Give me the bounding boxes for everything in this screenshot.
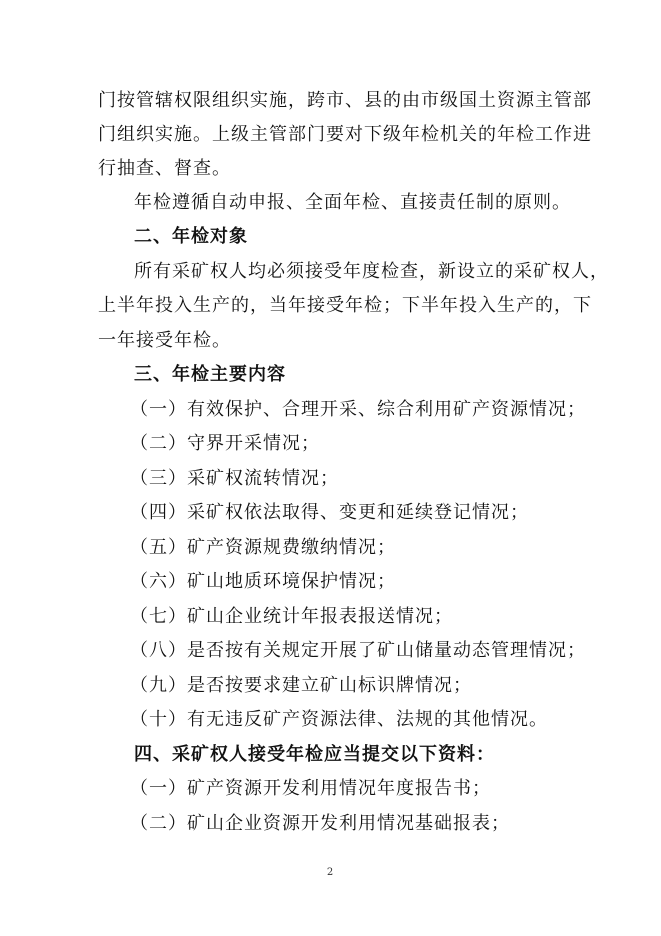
- list-item: （八）是否按有关规定开展了矿山储量动态管理情况；: [130, 640, 586, 661]
- list-item: （二）守界开采情况；: [130, 433, 320, 454]
- paragraph-line: 门组织实施。上级主管部门要对下级年检机关的年检工作进: [98, 124, 592, 145]
- list-item: （三）采矿权流转情况；: [130, 468, 339, 489]
- list-item: （五）矿产资源规费缴纳情况；: [130, 537, 396, 558]
- list-item: （二）矿山企业资源开发利用情况基础报表；: [130, 813, 510, 834]
- section-heading-2: 二、年检对象: [134, 226, 248, 247]
- paragraph-line: 行抽查、督查。: [98, 158, 231, 179]
- list-item: （七）矿山企业统计年报表报送情况；: [130, 606, 453, 627]
- paragraph-line: 门按管辖权限组织实施，跨市、县的由市级国土资源主管部: [98, 90, 592, 111]
- paragraph-line: 年检遵循自动申报、全面年检、直接责任制的原则。: [134, 192, 571, 213]
- list-item: （一）矿产资源开发利用情况年度报告书；: [130, 778, 491, 799]
- list-item: （一）有效保护、合理开采、综合利用矿产资源情况；: [130, 399, 586, 420]
- section-heading-3: 三、年检主要内容: [134, 364, 286, 385]
- paragraph-line: 一年接受年检。: [98, 330, 231, 351]
- list-item: （十）有无违反矿产资源法律、法规的其他情况。: [130, 709, 548, 730]
- paragraph-line: 上半年投入生产的，当年接受年检；下半年投入生产的，下: [98, 295, 592, 316]
- list-item: （九）是否按要求建立矿山标识牌情况；: [130, 675, 472, 696]
- paragraph-line: 所有采矿权人均必须接受年度检查，新设立的采矿权人，: [134, 261, 609, 282]
- section-heading-4: 四、采矿权人接受年检应当提交以下资料：: [134, 744, 495, 765]
- page-number: 2: [326, 867, 334, 878]
- list-item: （四）采矿权依法取得、变更和延续登记情况；: [130, 502, 529, 523]
- list-item: （六）矿山地质环境保护情况；: [130, 571, 396, 592]
